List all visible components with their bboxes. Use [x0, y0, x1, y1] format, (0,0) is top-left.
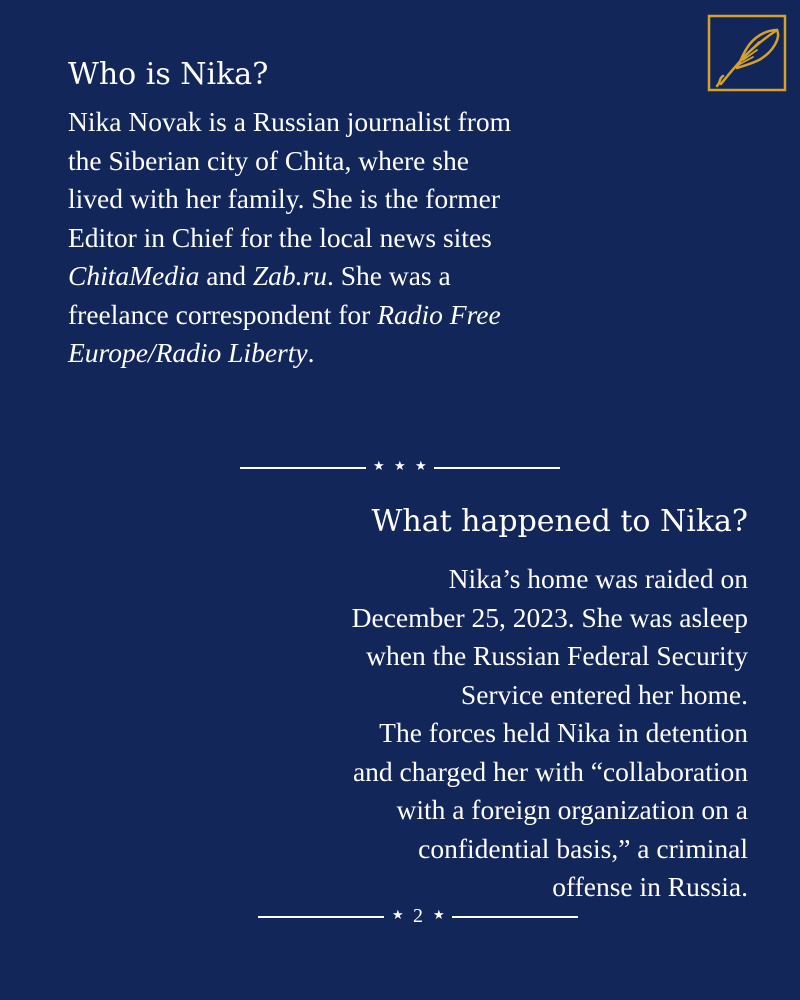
- outlet-name-part2: Europe/Radio Liberty: [68, 337, 308, 368]
- section1-line: Nika Novak is a Russian journalist from: [68, 106, 511, 137]
- quill-logo: [707, 14, 787, 92]
- section1-line: Editor in Chief for the local news sites: [68, 221, 492, 253]
- divider-line: [240, 467, 366, 469]
- outlet-name-part1: Radio Free: [377, 298, 501, 330]
- star-icon: ★: [415, 459, 427, 474]
- section2-line: offense in Russia.: [552, 871, 748, 902]
- star-icon: ★: [433, 908, 445, 923]
- section1-line: the Siberian city of Chita, where she: [68, 144, 469, 176]
- section2-line: with a foreign organization on a: [396, 794, 748, 825]
- what-happened-section: [268, 502, 748, 907]
- divider-line: [452, 916, 578, 918]
- section1-heading: Who is Nika?: [68, 57, 269, 92]
- star-icon: ★: [373, 459, 385, 474]
- ornamental-divider-bottom: [258, 905, 578, 927]
- section1-line: lived with her family. She is the former: [68, 183, 500, 214]
- text-fragment: .: [307, 337, 315, 368]
- ornamental-divider-top: [240, 461, 560, 475]
- section2-paragraph: [268, 560, 748, 907]
- section2-line: when the Russian Federal Security: [366, 640, 748, 671]
- section2-heading: What happened to Nika?: [371, 504, 748, 539]
- section2-line: and charged her with “collaboration: [352, 755, 748, 787]
- page-number: 2: [413, 905, 423, 927]
- site-name-zab: Zab.ru: [252, 260, 327, 291]
- section2-line: December 25, 2023. She was asleep: [351, 601, 748, 633]
- section2-line: Service entered her home.: [460, 678, 748, 710]
- section2-line: Nika’s home was raided on: [448, 563, 748, 594]
- who-is-nika-section: [68, 55, 588, 373]
- divider-line: [258, 916, 384, 918]
- divider-line: [434, 467, 560, 469]
- text-fragment: and: [199, 260, 253, 291]
- quill-icon: [707, 14, 787, 92]
- star-icon: ★: [394, 459, 406, 474]
- section2-line: confidential basis,” a criminal: [418, 832, 748, 864]
- site-name-chitamedia: ChitaMedia: [68, 260, 200, 291]
- text-fragment: . She was a: [326, 260, 451, 291]
- star-icon: ★: [392, 908, 404, 923]
- section1-paragraph: [68, 103, 588, 373]
- section2-line: The forces held Nika in detention: [379, 717, 748, 748]
- text-fragment: freelance correspondent for: [68, 298, 378, 330]
